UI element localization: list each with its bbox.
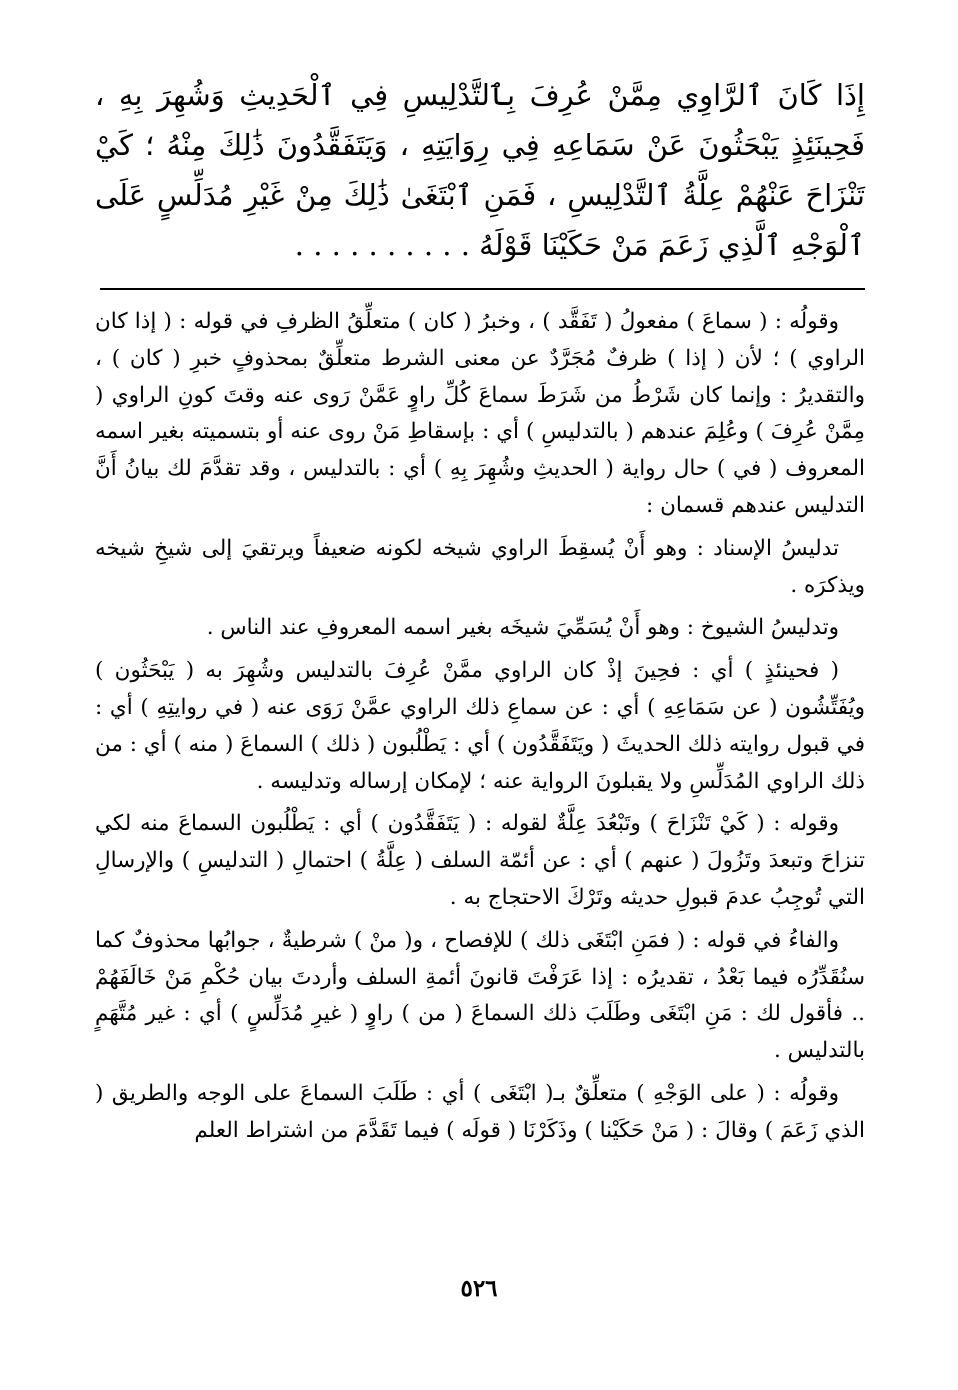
commentary-paragraph: وقولُه : ( على الوَجْهِ ) متعلِّقٌ بـ( ابْتَغَى ) أي : طَلَبَ السماعَ على الوجه والطريق ( الذي زَعَمَ ) وقالَ : ( مَنْ حَكَيْنا ) وذَكَرْنَا ( قولَه ) فيما تَقَدَّمَ من اشتراط العلم xyxy=(95,1080,865,1143)
page xyxy=(95,70,865,1370)
commentary-paragraph: وقولُه : ( سماعَ ) مفعولُ ( تَفَقَّد ) ، وخبرُ ( كان ) متعلِّقُ الظرفِ في قوله : ( إذا كان الراوي ) ؛ لأن ( إذا ) ظرفٌ مُجَرَّدٌ عن معنى الشرط متعلِّقٌ بمحذوفٍ خبرِ ( كان ) ، والتقديرُ : وإنما كان شَرْطُ من شَرَطَ سماعَ كُلِّ راوٍ عَمَّنْ رَوى عنه وقتَ كونِ الراوي ( مِمَّنْ عُرِفَ ) وعُلِمَ عندهم ( بالتدليسِ ) أي : بإسقاطِ مَنْ روى عنه أو بتسميته بغير اسمه المعروف ( في ) حال رواية ( الحديثِ وشُهِرَ بِهِ ) أي : بالتدليس ، وقد تقدَّمَ لك بيانُ أَنَّ التدليس عندهم قسمان : xyxy=(95,309,865,518)
ellipsis-dots: . . . . . . . . . xyxy=(294,228,452,262)
footnote-separator xyxy=(100,288,865,290)
main-text-body: إِذَا كَانَ ٱلرَّاوِي مِمَّنْ عُرِفَ بِٱلتَّدْلِيسِ فِي ٱلْحَدِيثِ وَشُهِرَ بِهِ ، فَحِينَئِذٍ يَبْحَثُونَ عَنْ سَمَاعِهِ فِي رِوَايَتِهِ ، وَيَتَفَقَّدُونَ ذَٰلِكَ مِنْهُ ؛ كَيْ تَنْزَاحَ عَنْهُمْ عِلَّةُ ٱلتَّدْلِيسِ ، فَمَنِ ٱبْتَغَىٰ ذَٰلِكَ مِنْ غَيْرِ مُدَلِّسٍ عَلَى ٱلْوَجْهِ ٱلَّذِي زَعَمَ مَنْ حَكَيْنَا قَوْلَهُ . xyxy=(95,78,865,262)
page-number: ٥٢٦ xyxy=(460,1275,498,1302)
main-text xyxy=(95,70,865,270)
commentary-paragraph: وتدليسُ الشيوخ : وهو أَنْ يُسَمِّيَ شيخَه بغير اسمه المعروفِ عند الناس . xyxy=(206,615,839,641)
commentary-paragraph: ( فحينئذٍ ) أي : فحِينَ إذْ كان الراوي ممَّنْ عُرِفَ بالتدليس وشُهِرَ به ( يَبْحَثُون ) ويُفَتِّشُون ( عن سَمَاعِهِ ) أي : عن سماعِ ذلك الراوي عمَّنْ رَوَى عنه ( في روايتِهِ ) أي : في قبول روايته ذلك الحديثَ ( ويَتَفَقَّدُون ) أي : يَطْلُبون ( ذلك ) السماعَ ( منه ) أي : من ذلك الراوي المُدَلِّسِ ولا يقبلونَ الرواية عنه ؛ لإمكان إرساله وتدليسه . xyxy=(95,658,865,794)
commentary-paragraph: والفاءُ في قوله : ( فمَنِ ابْتَغَى ذلك ) للإفصاح ، و( منْ ) شرطيةٌ ، جوابُها محذوفٌ كما سنُقَدِّرُه فيما بَعْدُ ، تقديرُه : إذا عَرَفْتَ قانونَ أئمةِ السلف وأردتَ بيان حُكْمِ مَنْ خَالَفَهُمْ .. فأقول لك : مَنِ ابْتَغَى وطَلَبَ ذلك السماعَ ( من ) راوٍ ( غيرِ مُدَلِّسٍ ) أي : غير مُتَّهَمٍ بالتدليس . xyxy=(95,927,865,1064)
commentary-paragraph: وقوله : ( كَيْ تَنْزَاحَ ) وتَبْعُدَ عِلَّةٌ لقوله : ( يَتَفَقَّدُون ) أي : يَطْلُبون السماعَ منه لكي تنزاحَ وتبعدَ وتَزُولَ ( عنهم ) أي : عن أئمّة السلف ( عِلَّةُ ) احتمالِ ( التدليسِ ) والإرسالِ التي تُوجِبُ عدمَ قبولِ حديثه وتَرْكَ الاحتجاج به . xyxy=(95,811,865,910)
commentary-paragraph: تدليسُ الإسناد : وهو أَنْ يُسقِطَ الراوي شيخه لكونه ضعيفاً ويرتقيَ إلى شيخِ شيخه ويذكرَه . xyxy=(95,535,865,598)
commentary xyxy=(95,304,865,1150)
